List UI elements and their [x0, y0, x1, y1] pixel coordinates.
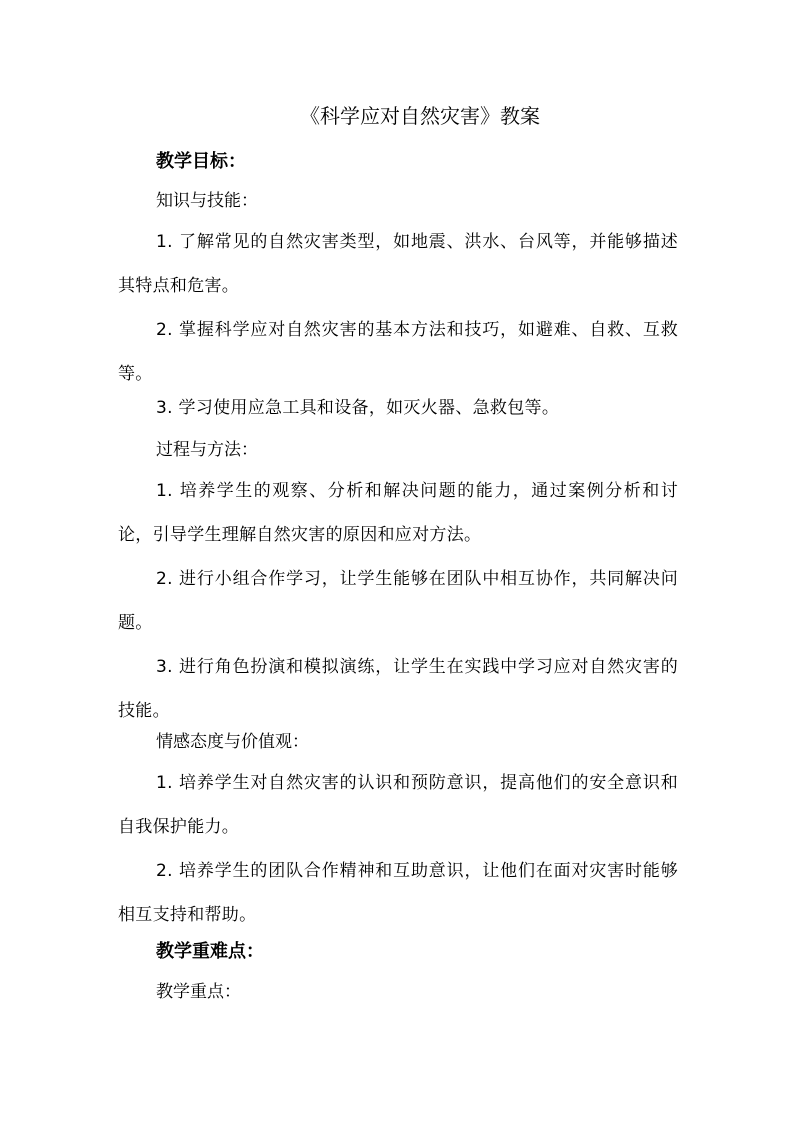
- subheading-key-points: 教学重点：: [156, 982, 241, 1002]
- section-heading-key-points: 教学重难点：: [156, 941, 264, 962]
- subheading-attitude: 情感态度与价值观：: [156, 732, 309, 752]
- section-heading-objectives: 教学目标：: [156, 151, 246, 172]
- subheading-knowledge: 知识与技能：: [156, 191, 258, 211]
- subheading-process: 过程与方法：: [156, 440, 258, 460]
- process-item-3: 3. 进行角色扮演和模拟演练，让学生在实践中学习应对自然灾害的技能。: [118, 657, 678, 721]
- process-item-1: 1. 培养学生的观察、分析和解决问题的能力，通过案例分析和讨论，引导学生理解自然灾害的原因和应对方法。: [118, 481, 678, 545]
- knowledge-item-3: 3. 学习使用应急工具和设备，如灭火器、急救包等。: [156, 398, 560, 418]
- attitude-item-2: 2. 培养学生的团队合作精神和互助意识，让他们在面对灾害时能够相互支持和帮助。: [118, 861, 678, 925]
- knowledge-item-2: 2. 掌握科学应对自然灾害的基本方法和技巧，如避难、自救、互救等。: [118, 320, 678, 384]
- attitude-item-1: 1. 培养学生对自然灾害的认识和预防意识，提高他们的安全意识和自我保护能力。: [118, 773, 678, 837]
- process-item-2: 2. 进行小组合作学习，让学生能够在团队中相互协作，共同解决问题。: [118, 569, 678, 633]
- knowledge-item-1: 1. 了解常见的自然灾害类型，如地震、洪水、台风等，并能够描述其特点和危害。: [118, 232, 678, 296]
- document-title: 《科学应对自然灾害》教案: [300, 104, 540, 128]
